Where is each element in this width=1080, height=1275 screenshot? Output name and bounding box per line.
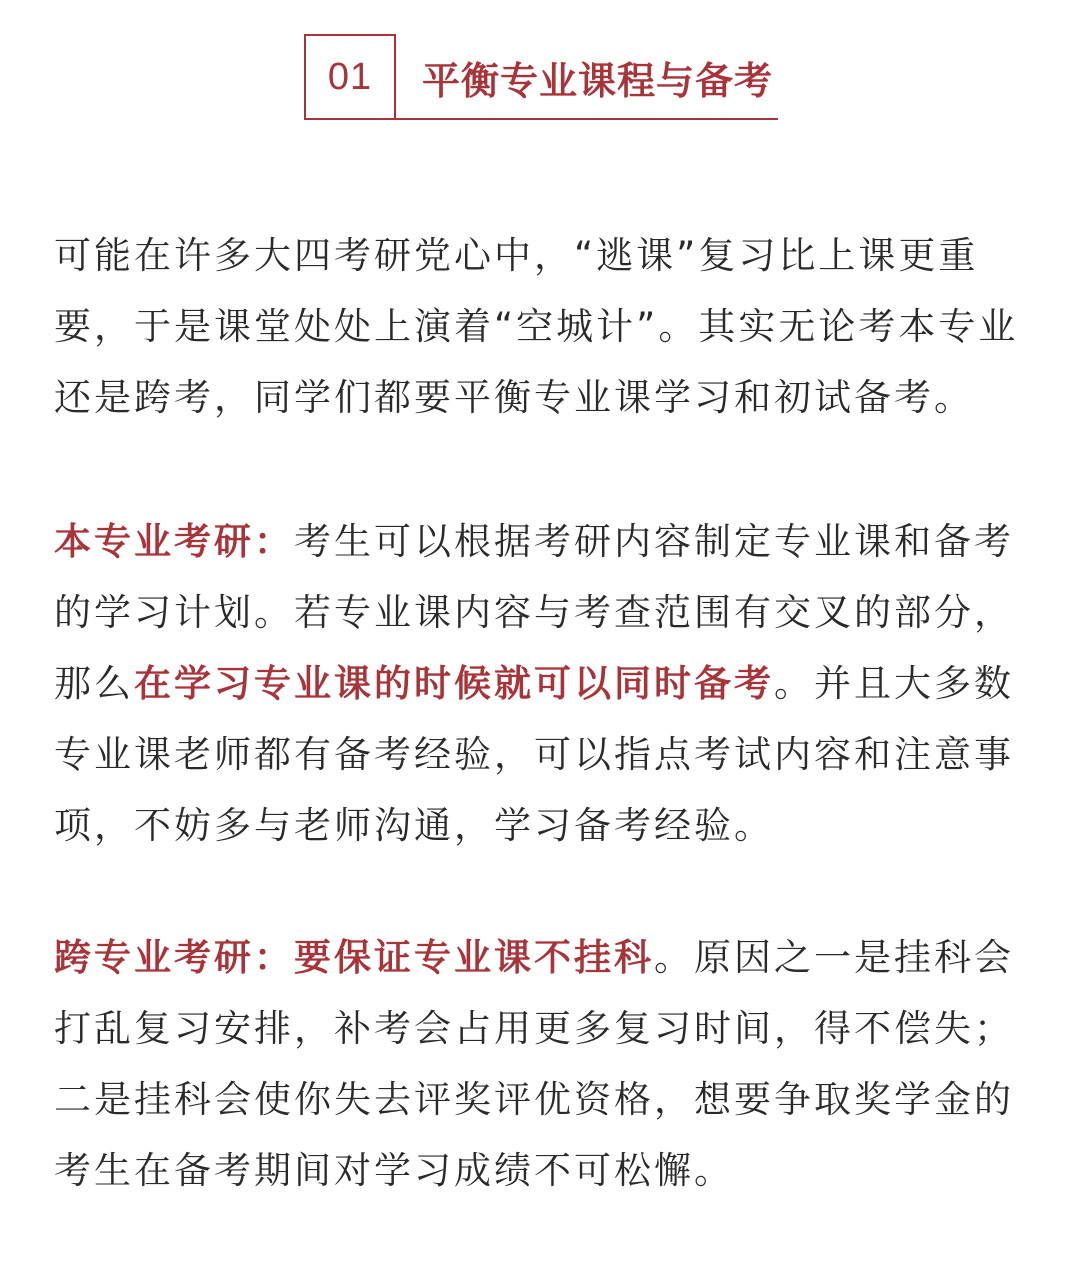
section-number-badge: 01 (304, 34, 396, 120)
intro-paragraph (54, 220, 1034, 433)
same-major-text-1: 考生可以根据考研内容制定专业课和备考的学习计划。若专业课内容与考查范围有交叉的部分，那么 (54, 520, 1014, 705)
title-underline-divider (396, 118, 778, 120)
same-major-paragraph (54, 506, 1034, 861)
cross-major-paragraph (54, 922, 1034, 1206)
same-major-highlight: 在学习专业课的时候就可以同时备考 (134, 662, 774, 705)
section-header (304, 34, 778, 122)
cross-major-highlight: 要保证专业课不挂科 (294, 936, 654, 979)
section-title: 平衡专业课程与备考 (422, 59, 774, 103)
cross-major-text-1: 。原因之一是挂科会打乱复习安排，补考会占用更多复习时间，得不偿失；二是挂科会使你失去评奖评优资格，想要争取奖学金的考生在备考期间对学习成绩不可松懈。 (54, 936, 1014, 1192)
cross-major-label: 跨专业考研： (54, 936, 294, 979)
same-major-label: 本专业考研： (54, 520, 294, 563)
same-major-text-2: 。并且大多数专业课老师都有备考经验，可以指点考试内容和注意事项，不妨多与老师沟通，学习备考经验。 (54, 662, 1014, 847)
intro-text: 可能在许多大四考研党心中，“逃课”复习比上课更重要，于是课堂处处上演着“空城计”。其实无论考本专业还是跨考，同学们都要平衡专业课学习和初试备考。 (54, 234, 1019, 419)
